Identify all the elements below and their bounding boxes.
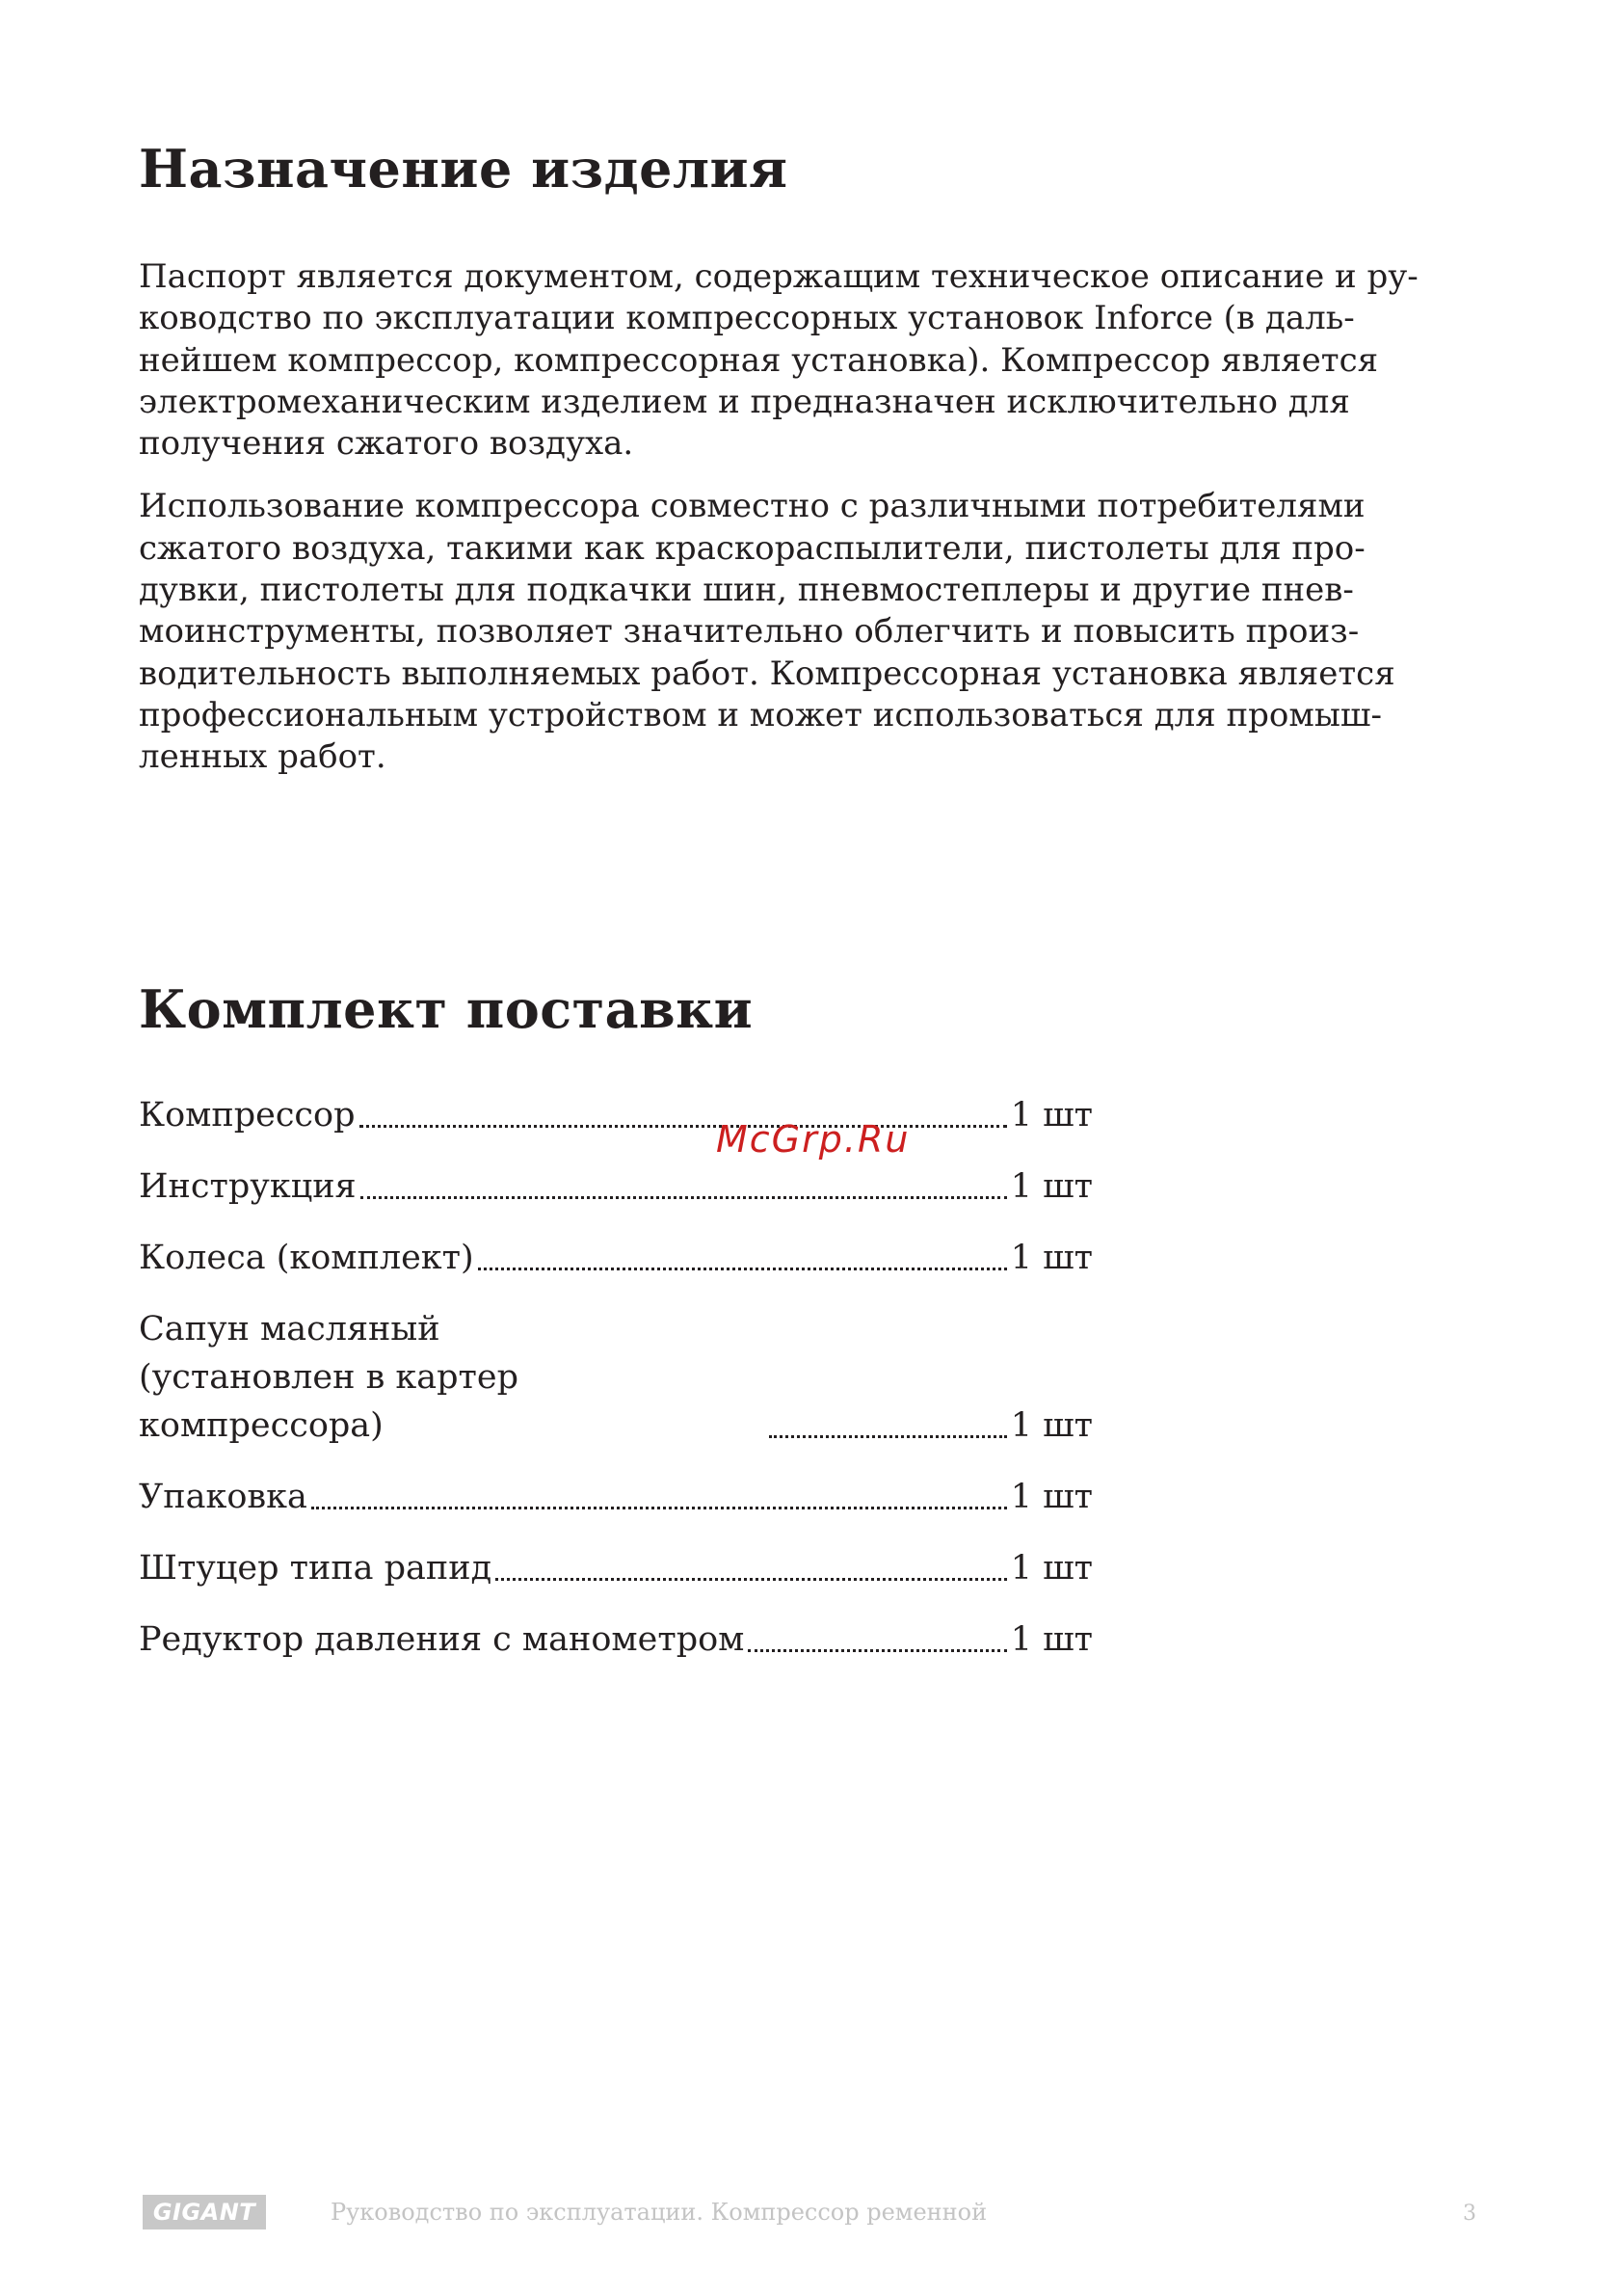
- dot-leader: [478, 1268, 1007, 1270]
- kit-item-qty: 1 шт: [1010, 1167, 1093, 1206]
- kit-item-breather: [139, 1305, 1093, 1450]
- purpose-paragraph-1: Паспорт является документом, содержащим техническое описание и ру- ководство по эксплуатации компрессорных установок Inforce (в даль- нейшем компрессор, компрессорная установка). Компрессор является электромеханическим изделием и предназначен исключительно для получения сжатого воздуха.: [139, 257, 1419, 464]
- kit-item-manual: [139, 1162, 1093, 1211]
- dot-leader: [495, 1578, 1007, 1581]
- kit-item-qty: 1 шт: [1010, 1239, 1093, 1277]
- purpose-paragraph-2: Использование компрессора совместно с различными потребителями сжатого воздуха, такими как краскораспылители, пистолеты для про- дувки, пистолеты для подкачки шин, пневмостеплеры и другие пнев- моинструменты, позволяет значительно облегчить и повысить произ- водительность выполняемых работ. Компрессорная установка является профессиональным устройством и может использоваться для промыш- ленных работ.: [139, 487, 1395, 777]
- kit-item-name: Упаковка: [139, 1478, 307, 1516]
- gigant-logo: GIGANT: [143, 2195, 266, 2229]
- watermark: McGrp.Ru: [716, 1118, 911, 1161]
- kit-item-pressure-regulator: [139, 1615, 1093, 1664]
- kit-item-wheels: [139, 1234, 1093, 1282]
- kit-item-name: Инструкция: [139, 1167, 357, 1206]
- kit-item-name: Редуктор давления с манометром: [139, 1620, 745, 1659]
- page-footer: [143, 2195, 1482, 2233]
- dot-leader: [748, 1649, 1006, 1652]
- kit-item-quick-coupler: [139, 1544, 1093, 1592]
- section-title-purpose: Назначение изделия: [139, 138, 788, 200]
- kit-item-qty: 1 шт: [1010, 1096, 1093, 1135]
- section-title-kit: Комплект поставки: [139, 978, 754, 1040]
- kit-item-qty: 1 шт: [1010, 1406, 1093, 1445]
- page-number: 3: [1463, 2202, 1476, 2226]
- kit-item-name: Колеса (комплект): [139, 1239, 474, 1277]
- kit-item-qty: 1 шт: [1010, 1478, 1093, 1516]
- kit-list: [139, 1091, 1093, 1687]
- dot-leader: [360, 1196, 1007, 1199]
- dot-leader: [769, 1435, 1007, 1438]
- footer-text: Руководство по эксплуатации. Компрессор ременной: [331, 2199, 988, 2226]
- kit-item-packaging: [139, 1473, 1093, 1521]
- kit-item-name: Компрессор: [139, 1096, 356, 1135]
- kit-item-name: Штуцер типа рапид: [139, 1549, 492, 1588]
- dot-leader: [311, 1507, 1007, 1509]
- kit-item-compressor: [139, 1091, 1093, 1139]
- kit-item-qty: 1 шт: [1010, 1620, 1093, 1659]
- kit-item-qty: 1 шт: [1010, 1549, 1093, 1588]
- kit-item-name: Сапун масляный (установлен в картер компрессора): [139, 1310, 519, 1445]
